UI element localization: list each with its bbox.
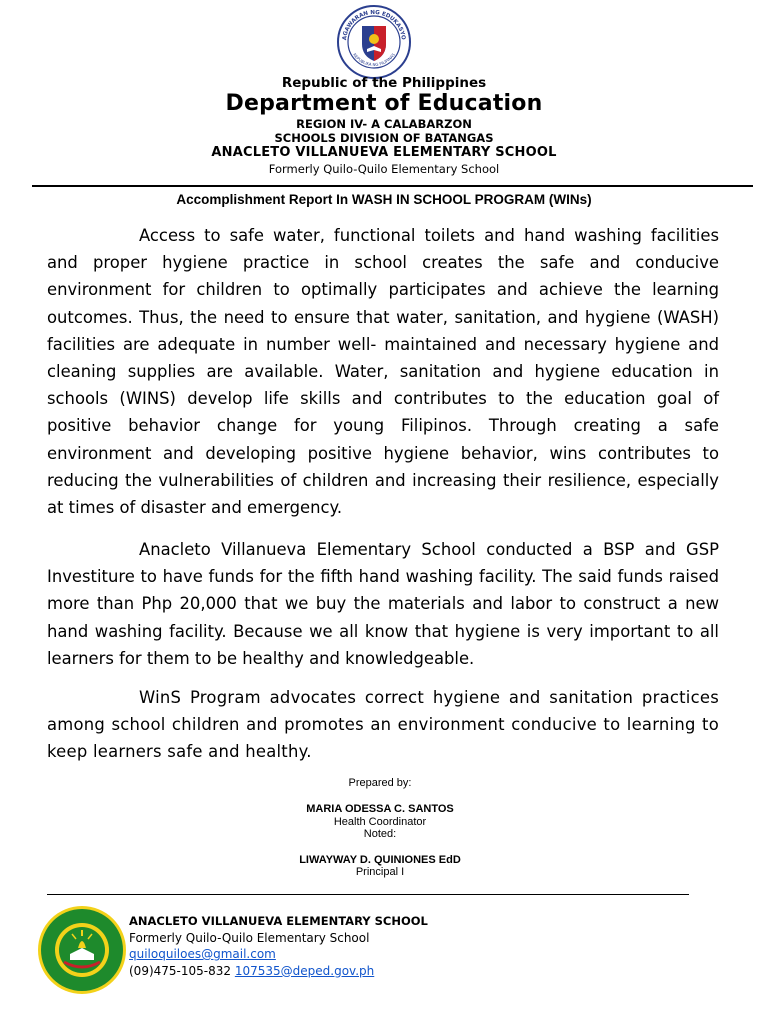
- footer-school-name: ANACLETO VILLANUEVA ELEMENTARY SCHOOL: [129, 914, 428, 928]
- republic-heading: Republic of the Philippines: [281, 75, 487, 91]
- prepared-by-label: Prepared by:: [348, 777, 412, 789]
- body-paragraph: WinS Program advocates correct hygiene and sanitation practices among school children and promotes an environment conducive to learning to keep learners safe and healthy.: [47, 688, 719, 762]
- division-heading: SCHOOLS DIVISION OF BATANGAS: [274, 131, 494, 145]
- footer-email-link[interactable]: quiloquiloes@gmail.com: [129, 947, 276, 961]
- noter-name: LIWAYWAY D. QUINIONES EdD: [299, 854, 461, 866]
- school-heading: ANACLETO VILLANUEVA ELEMENTARY SCHOOL: [211, 145, 557, 160]
- footer-formerly: Formerly Quilo-Quilo Elementary School: [129, 930, 370, 945]
- footer-divider: [47, 894, 689, 895]
- school-logo: [36, 904, 128, 996]
- footer-deped-email-link[interactable]: 107535@deped.gov.ph: [234, 963, 375, 978]
- header-divider: [32, 185, 753, 187]
- svg-text:REPUBLIKA NG PILIPINAS: REPUBLIKA NG PILIPINAS: [352, 52, 396, 68]
- noted-label: Noted:: [363, 828, 397, 840]
- svg-text:KAGAWARAN NG EDUKASYON: AGAWARAN NG EDUKASYO: [341, 9, 406, 41]
- footer-contact: [129, 913, 428, 979]
- body-paragraph: Access to safe water, functional toilets and hand washing facilities and proper hygiene practice in school creates the safe and conducive environment for children to optimally participates and achieve the learning outcomes. Thus, the need to ensure that water, sanitation, and hygiene (WASH) facilities are adequate in number well- maintained and necessary hygiene and cleaning supplies are available. Water, sanitation and hygiene education in schools (WINS) develop life skills and contributes to the education goal of positive behavior change for young Filipinos. Through creating a safe environment and developing positive hygiene behavior, wins contributes to reducing the vulnerabilities of children and increasing their resilience, especially at times of disaster and emergency.: [47, 226, 719, 518]
- region-heading: REGION IV- A CALABARZON: [296, 117, 472, 131]
- body-paragraph: Anacleto Villanueva Elementary School conducted a BSP and GSP Investiture to have funds for the fifth hand washing facility. The said funds raised more than Php 20,000 that we buy the materials and labor to construct a new hand washing facility. Because we all know that hygiene is very important to all learners for them to be healthy and knowledgeable.: [47, 540, 719, 668]
- preparer-name: MARIA ODESSA C. SANTOS: [306, 803, 454, 815]
- noter-role: Principal I: [355, 866, 405, 878]
- department-heading: Department of Education: [225, 91, 543, 116]
- preparer-role: Health Coordinator: [333, 816, 427, 828]
- footer-phone: (09)475-105-832: [129, 963, 232, 978]
- formerly-subheading: Formerly Quilo-Quilo Elementary School: [268, 162, 500, 176]
- deped-seal-logo: [336, 4, 412, 80]
- report-title: Accomplishment Report In WASH IN SCHOOL PROGRAM (WINs): [176, 192, 592, 207]
